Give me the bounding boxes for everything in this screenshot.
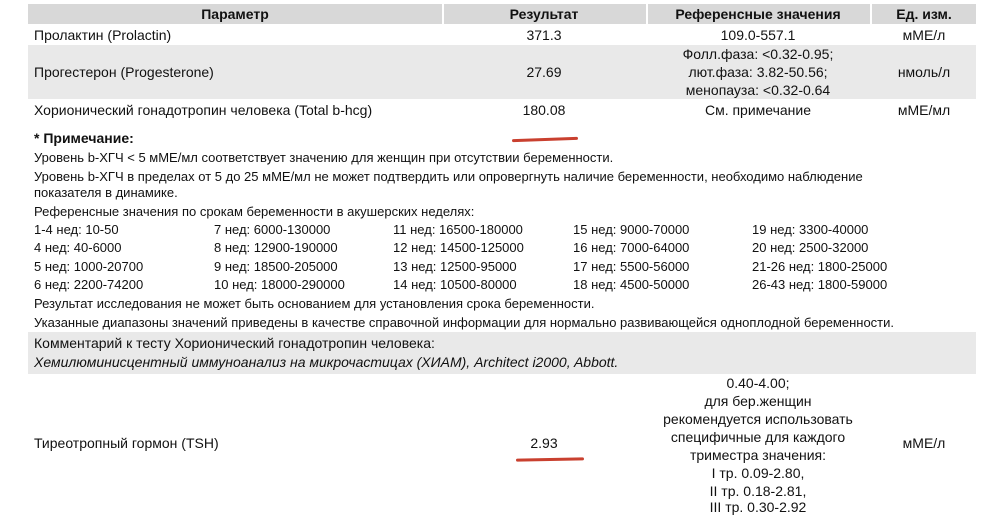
- week-range: 21-26 нед: 1800-25000: [752, 259, 888, 274]
- reference-value: менопауза: <0.32-0.64: [685, 82, 831, 98]
- reference-value: рекомендуется использовать: [663, 411, 853, 427]
- handwritten-underline: [516, 457, 584, 461]
- reference-value: III тр. 0.30-2.92: [709, 499, 807, 515]
- week-range: 12 нед: 14500-125000: [393, 240, 524, 255]
- reference-value: II тр. 0.18-2.81,: [709, 483, 807, 499]
- week-range: 11 нед: 16500-180000: [393, 222, 523, 237]
- week-range: 20 нед: 2500-32000: [752, 240, 869, 255]
- note-line: Указанные диапазоны значений приведены в качестве справочной информации для нормально развивающейся одноплодной беременности.: [34, 315, 895, 330]
- param-name: Тиреотропный гормон (TSH): [34, 435, 219, 451]
- unit-value: мМЕ/л: [902, 27, 946, 43]
- week-range: 13 нед: 12500-95000: [393, 259, 517, 274]
- header-unit: Ед. изм.: [896, 6, 952, 22]
- reference-value: для бер.женщин: [704, 393, 812, 409]
- week-range: 7 нед: 6000-130000: [214, 222, 331, 237]
- week-range: 5 нед: 1000-20700: [34, 259, 144, 274]
- reference-value: См. примечание: [704, 102, 812, 118]
- reference-value: специфичные для каждого: [670, 429, 846, 445]
- reference-value: I тр. 0.09-2.80,: [711, 465, 805, 481]
- result-value: 180.08: [522, 102, 566, 118]
- week-range: 19 нед: 3300-40000: [752, 222, 869, 237]
- param-name: Прогестерон (Progesterone): [34, 64, 214, 80]
- week-range: 4 нед: 40-6000: [34, 240, 122, 255]
- result-value: 371.3: [526, 27, 562, 43]
- week-range: 15 нед: 9000-70000: [573, 222, 690, 237]
- header-divider: [646, 4, 648, 24]
- unit-value: нмоль/л: [897, 64, 951, 80]
- reference-value: лют.фаза: 3.82-50.56;: [688, 64, 828, 80]
- reference-value: триместра значения:: [689, 447, 827, 463]
- comment-method: Хемилюминисцентный иммуноанализ на микрочастицах (ХИАМ), Architect i2000, Abbott.: [34, 354, 619, 370]
- header-parameter: Параметр: [201, 6, 269, 22]
- param-name: Пролактин (Prolactin): [34, 27, 172, 43]
- note-line: показателя в динамике.: [34, 185, 178, 200]
- reference-value: 0.40-4.00;: [726, 375, 790, 391]
- reference-value: 109.0-557.1: [720, 27, 796, 43]
- result-value: 2.93: [530, 435, 558, 451]
- week-range: 16 нед: 7000-64000: [573, 240, 690, 255]
- header-divider: [870, 4, 872, 24]
- note-line: Уровень b-ХГЧ в пределах от 5 до 25 мМЕ/мл не может подтвердить или опровергнуть наличие беременности, необходимо наблюдение: [34, 169, 863, 184]
- week-range: 14 нед: 10500-80000: [393, 277, 517, 292]
- reference-value: Фолл.фаза: <0.32-0.95;: [682, 46, 834, 62]
- header-result: Результат: [509, 6, 579, 22]
- header-divider: [442, 4, 444, 24]
- week-range: 17 нед: 5500-56000: [573, 259, 690, 274]
- note-line: Результат исследования не может быть основанием для установления срока беременности.: [34, 296, 595, 311]
- handwritten-underline: [512, 137, 578, 142]
- week-range: 10 нед: 18000-290000: [214, 277, 345, 292]
- week-range: 1-4 нед: 10-50: [34, 222, 119, 237]
- week-range: 26-43 нед: 1800-59000: [752, 277, 888, 292]
- unit-value: мМЕ/мл: [897, 102, 951, 118]
- comment-title: Комментарий к тесту Хорионический гонадотропин человека:: [34, 335, 435, 351]
- week-range: 8 нед: 12900-190000: [214, 240, 338, 255]
- header-reference: Референсные значения: [675, 6, 841, 22]
- week-range: 9 нед: 18500-205000: [214, 259, 338, 274]
- note-title: * Примечание:: [34, 130, 134, 146]
- note-line: Уровень b-ХГЧ < 5 мМЕ/мл соответствует значению для женщин при отсутствии беременности.: [34, 150, 614, 165]
- week-range: 18 нед: 4500-50000: [573, 277, 690, 292]
- week-range: 6 нед: 2200-74200: [34, 277, 144, 292]
- note-line: Референсные значения по срокам беременности в акушерских неделях:: [34, 204, 475, 219]
- param-name: Хорионический гонадотропин человека (Total b-hcg): [34, 102, 373, 118]
- unit-value: мМЕ/л: [902, 435, 946, 451]
- result-value: 27.69: [526, 64, 562, 80]
